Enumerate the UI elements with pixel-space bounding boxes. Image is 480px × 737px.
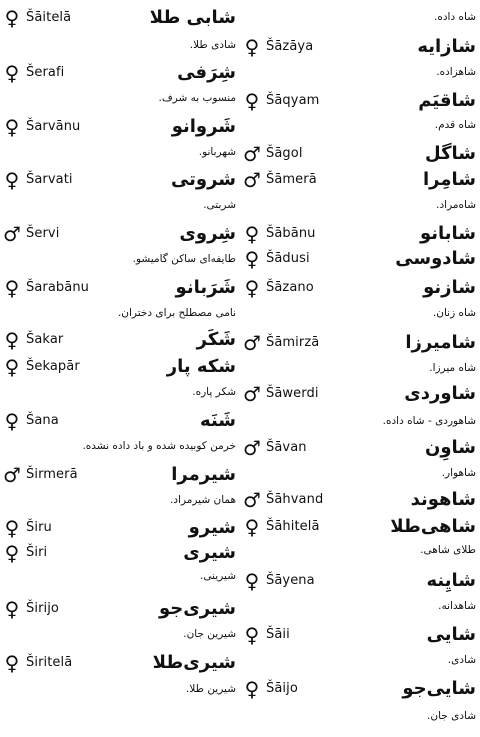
gloss: شاه قدم. xyxy=(434,119,476,131)
transliteration: Šāzāya xyxy=(266,39,314,54)
transliteration: Šāhitelā xyxy=(266,519,320,534)
female-icon: ♀ xyxy=(4,61,20,85)
transliteration: Širitelā xyxy=(26,655,73,670)
headword: شیرمرا xyxy=(171,464,236,485)
female-icon: ♀ xyxy=(244,623,260,647)
female-icon: ♀ xyxy=(4,328,20,352)
headword: شَرَبانو xyxy=(175,277,236,298)
gloss: طلای شاهی. xyxy=(420,544,476,556)
headword: شابانو xyxy=(419,223,476,244)
male-icon: ♂ xyxy=(243,142,261,166)
headword: شابی طلا xyxy=(149,7,236,28)
male-icon: ♂ xyxy=(243,331,261,355)
headword: شَروانو xyxy=(171,116,236,137)
transliteration: Šāijo xyxy=(266,681,298,696)
female-icon: ♀ xyxy=(4,516,20,540)
male-icon: ♂ xyxy=(243,382,261,406)
transliteration: Šerafi xyxy=(26,65,65,80)
female-icon: ♀ xyxy=(244,276,260,300)
gloss: شاهدانه. xyxy=(438,600,476,612)
female-icon: ♀ xyxy=(4,355,20,379)
headword: شایی xyxy=(426,624,476,645)
headword: شیری‌طلا xyxy=(152,652,236,673)
headword: شاهی‌طلا xyxy=(390,516,476,537)
headword: شیری‌جو xyxy=(158,598,236,619)
headword: شاوردی xyxy=(404,383,476,404)
headword: شکه پار xyxy=(166,356,236,377)
transliteration: Šāyena xyxy=(266,573,315,588)
transliteration: Širijo xyxy=(26,601,59,616)
female-icon: ♀ xyxy=(4,6,20,30)
gloss: شیرین طلا. xyxy=(186,683,236,695)
transliteration: Širmerā xyxy=(26,467,78,482)
headword: شاگل xyxy=(425,143,476,164)
gloss: شهربانو. xyxy=(198,146,236,158)
male-icon: ♂ xyxy=(3,463,21,487)
headword: شادوسی xyxy=(395,248,476,269)
headword: شیری xyxy=(183,542,236,563)
gloss: شاه داده. xyxy=(434,11,476,23)
gloss: شاهزاده. xyxy=(436,66,476,78)
headword: شروتی xyxy=(170,169,236,190)
transliteration: Šābānu xyxy=(266,226,316,241)
headword: شیرو xyxy=(188,517,236,538)
female-icon: ♀ xyxy=(244,89,260,113)
male-icon: ♂ xyxy=(243,488,261,512)
headword: شازایه xyxy=(417,36,476,57)
transliteration: Šāwerdi xyxy=(266,386,319,401)
transliteration: Šakar xyxy=(26,332,64,347)
female-icon: ♀ xyxy=(244,569,260,593)
transliteration: Šervi xyxy=(26,226,60,241)
transliteration: Šekapār xyxy=(26,359,80,374)
gloss: خرمن کوبیده شده و باد داده نشده. xyxy=(82,440,236,452)
transliteration: Širu xyxy=(26,520,52,535)
transliteration: Šāgol xyxy=(266,146,303,161)
gloss: شربتی. xyxy=(203,199,236,211)
headword: شاهوند xyxy=(410,489,476,510)
headword: شَنَه xyxy=(200,410,236,431)
transliteration: Šāmirzā xyxy=(266,335,320,350)
transliteration: Šāqyam xyxy=(266,93,320,108)
transliteration: Šāmerā xyxy=(266,172,317,187)
female-icon: ♀ xyxy=(4,115,20,139)
female-icon: ♀ xyxy=(244,247,260,271)
female-icon: ♀ xyxy=(4,597,20,621)
transliteration: Šādusi xyxy=(266,251,310,266)
headword: شِروی xyxy=(179,223,236,244)
headword: شازنو xyxy=(423,277,476,298)
headword: شاقیَم xyxy=(418,90,476,111)
female-icon: ♀ xyxy=(4,541,20,565)
female-icon: ♀ xyxy=(4,276,20,300)
gloss: شادی طلا. xyxy=(189,39,236,51)
gloss: شاه میرزا. xyxy=(429,362,476,374)
right-column xyxy=(240,0,480,737)
transliteration: Šana xyxy=(26,413,59,428)
gloss: همان شیرمراد. xyxy=(170,494,236,506)
headword: شامیرزا xyxy=(405,332,476,353)
transliteration: Šarabānu xyxy=(26,280,90,295)
gloss: شکر پاره. xyxy=(192,386,236,398)
female-icon: ♀ xyxy=(244,515,260,539)
female-icon: ♀ xyxy=(244,35,260,59)
transliteration: Šāitelā xyxy=(26,10,72,25)
gloss: شادی جان. xyxy=(427,710,476,722)
transliteration: Širi xyxy=(26,545,48,560)
headword: شاوِن xyxy=(424,437,476,458)
transliteration: Šāii xyxy=(266,627,290,642)
gloss: منسوب به شرف. xyxy=(158,92,236,104)
male-icon: ♂ xyxy=(3,222,21,246)
gloss: شاه‌مراد. xyxy=(436,199,476,211)
transliteration: Šarvānu xyxy=(26,119,81,134)
headword: شایِنه xyxy=(426,570,476,591)
gloss: شاه زنان. xyxy=(432,307,476,319)
gloss: شیرین جان. xyxy=(183,628,236,640)
female-icon: ♀ xyxy=(4,409,20,433)
gloss: شاهوار. xyxy=(441,467,476,479)
female-icon: ♀ xyxy=(4,168,20,192)
female-icon: ♀ xyxy=(4,651,20,675)
female-icon: ♀ xyxy=(244,677,260,701)
headword: شامِرا xyxy=(423,169,476,190)
gloss: نامی مصطلح برای دختران. xyxy=(117,307,236,319)
transliteration: Šarvati xyxy=(26,172,73,187)
headword: شایی‌جو xyxy=(402,678,476,699)
gloss: شیرینی. xyxy=(200,570,236,582)
transliteration: Šāzano xyxy=(266,280,314,295)
male-icon: ♂ xyxy=(243,168,261,192)
headword: شَکَر xyxy=(196,329,236,350)
headword: شِرَفی xyxy=(177,62,236,83)
transliteration: Šāvan xyxy=(266,440,307,455)
male-icon: ♂ xyxy=(243,436,261,460)
gloss: طایفه‌ای ساکن گامیشو. xyxy=(132,253,236,265)
gloss: شادی. xyxy=(447,654,476,666)
female-icon: ♀ xyxy=(244,222,260,246)
transliteration: Šāhvand xyxy=(266,492,324,507)
gloss: شاهوردی - شاه داده. xyxy=(382,415,476,427)
